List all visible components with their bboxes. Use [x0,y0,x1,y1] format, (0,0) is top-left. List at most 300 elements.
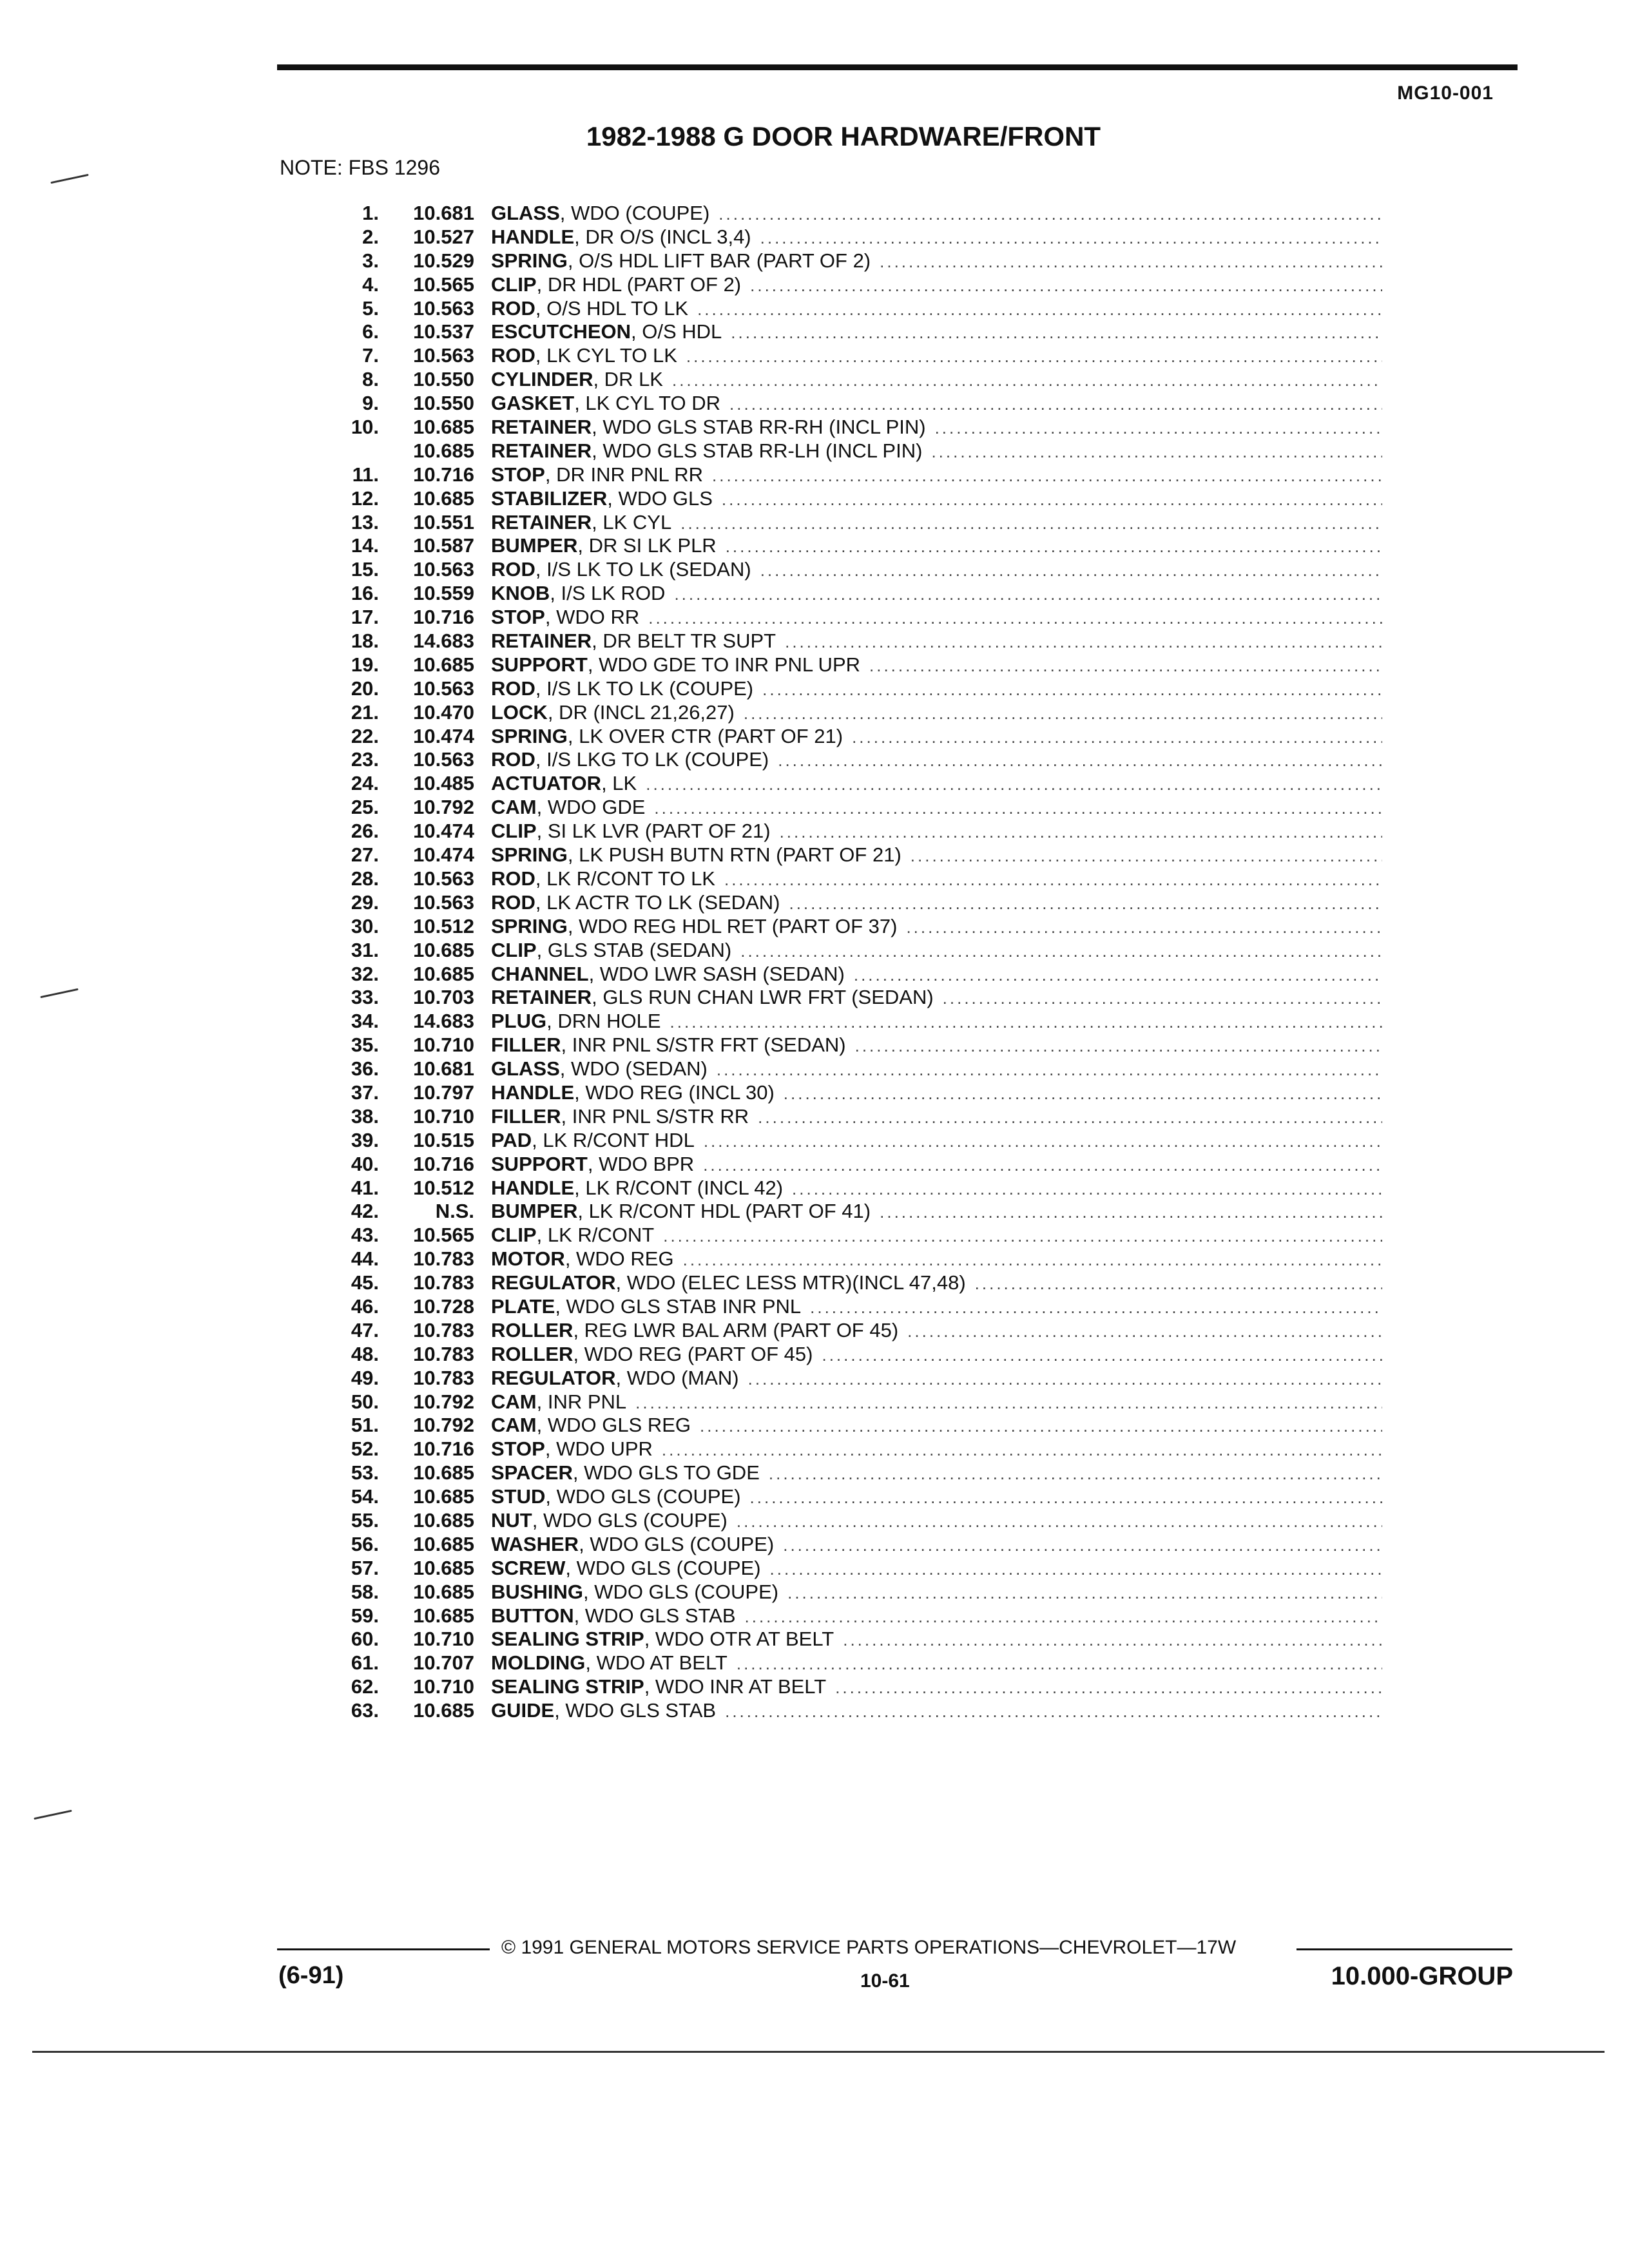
part-detail: , WDO (SEDAN) [559,1057,708,1081]
parts-row [303,1057,1382,1081]
parts-row [303,226,1382,249]
item-number: 55. [351,1508,379,1532]
dot-leader [686,347,1382,367]
part-name: WASHER [491,1532,579,1555]
dot-leader [762,680,1382,700]
item-number: 5. [362,296,379,320]
part-description [474,1105,749,1128]
part-description [474,487,713,510]
group-code: 10.716 [413,1152,474,1175]
item-number: 63. [351,1699,379,1722]
parts-row [303,1081,1382,1105]
dot-leader [680,514,1382,533]
part-name: CYLINDER [491,368,593,391]
part-detail: , WDO BPR [587,1152,695,1175]
part-name: BUMPER [491,1200,578,1223]
part-name: BUSHING [491,1580,583,1603]
parts-row [303,701,1382,725]
item-number: 38. [351,1104,379,1128]
part-description [474,725,843,748]
part-detail: , INR PNL [536,1390,627,1413]
dot-leader [729,394,1382,414]
item-number: 44. [351,1247,379,1271]
margin-mark [34,1810,72,1820]
group-code: 10.681 [413,202,474,224]
part-name: SPRING [491,843,568,867]
part-detail: , LK CYL TO DR [574,392,721,415]
group-code: 10.529 [413,249,474,272]
item-number: 6. [362,320,379,343]
dot-leader [654,798,1382,818]
part-name: ROD [491,867,535,890]
item-number: 47. [351,1318,379,1341]
part-name: SUPPORT [491,653,588,676]
dot-leader [843,1630,1382,1650]
group-code: 10.563 [413,558,474,581]
group-code: 10.792 [413,1414,474,1437]
bottom-rule [32,2051,1605,2053]
part-detail: , WDO GLS TO GDE [572,1461,760,1485]
part-detail: , DR INR PNL RR [545,463,703,486]
part-description [474,1651,728,1675]
part-name: BUMPER [491,534,578,557]
part-name: LOCK [491,700,548,724]
dot-leader [855,1036,1382,1056]
dot-leader [635,1393,1382,1413]
group-code: 10.685 [413,439,474,462]
group-code: 10.681 [413,1057,474,1081]
part-name: ROD [491,344,535,367]
part-description [474,1461,760,1485]
group-code: 10.474 [413,820,474,843]
item-number: 23. [351,748,379,771]
note: NOTE: FBS 1296 [280,156,440,179]
item-number: 49. [351,1366,379,1389]
part-description [474,891,780,914]
dot-leader [835,1678,1382,1698]
part-name: RETAINER [491,629,592,653]
part-description [474,511,671,534]
item-number: 16. [351,582,379,605]
part-description [474,1153,694,1176]
item-number: 32. [351,962,379,985]
part-description [474,582,665,605]
document-code: MG10-001 [1397,82,1494,104]
part-detail: , WDO AT BELT [585,1651,728,1675]
part-description [474,915,897,938]
group-code: 10.485 [413,772,474,795]
part-name: SUPPORT [491,1152,588,1175]
parts-row [303,534,1382,558]
group-code: 10.792 [413,1390,474,1413]
part-name: REGULATOR [491,1366,616,1389]
dot-leader [911,846,1382,866]
group-code: 10.550 [413,368,474,391]
dot-leader [770,1559,1382,1579]
part-description [474,1581,778,1604]
dot-leader [704,1131,1382,1151]
part-detail: , DR O/S (INCL 3,4) [574,225,751,248]
part-name: RETAINER [491,439,592,462]
item-number: 8. [362,368,379,391]
parts-row [303,416,1382,439]
part-detail: , WDO GLS REG [536,1414,691,1437]
part-detail: , I/S LK TO LK (COUPE) [535,677,754,700]
parts-row [303,796,1382,820]
group-code: 10.710 [413,1675,474,1698]
parts-row [303,1581,1382,1604]
part-name: STUD [491,1485,546,1508]
item-number: 61. [351,1651,379,1675]
item-number: 41. [351,1176,379,1199]
parts-row [303,1367,1382,1390]
parts-row [303,392,1382,416]
item-number: 25. [351,796,379,819]
item-number: 59. [351,1604,379,1627]
parts-row [303,1224,1382,1247]
part-description [474,1081,775,1104]
item-number: 1. [362,202,379,224]
part-detail: , WDO GDE [536,796,646,819]
parts-list [303,202,1382,1723]
part-name: KNOB [491,582,550,605]
part-detail: , I/S LKG TO LK (COUPE) [535,748,769,771]
part-detail: , LK R/CONT HDL (PART OF 41) [577,1200,871,1223]
part-name: BUTTON [491,1604,574,1627]
part-name: CAM [491,1414,537,1437]
item-number: 30. [351,914,379,937]
parts-row [303,629,1382,653]
parts-row [303,1675,1382,1699]
dot-leader [783,1535,1382,1555]
dot-leader [792,1179,1382,1199]
part-detail: , WDO GLS (COUPE) [579,1532,775,1555]
item-number: 43. [351,1224,379,1247]
parts-row [303,1414,1382,1437]
parts-row [303,1509,1382,1533]
part-description [474,1224,654,1247]
part-description [474,1390,626,1414]
part-description [474,677,753,700]
part-detail: , DR BELT TR SUPT [592,629,776,653]
item-number: 19. [351,653,379,676]
part-description [474,606,639,629]
part-description [474,463,703,486]
part-name: SEALING STRIP [491,1675,644,1698]
parts-row [303,1153,1382,1177]
part-detail: , I/S LK TO LK (SEDAN) [535,558,751,581]
part-detail: , DR LK [593,368,663,391]
group-code: 10.685 [413,1532,474,1555]
item-number: 33. [351,986,379,1009]
group-code: 10.563 [413,890,474,914]
item-number: 9. [362,392,379,415]
part-name: ROLLER [491,1318,574,1341]
dot-leader [852,727,1382,747]
item-number: 36. [351,1057,379,1081]
part-description [474,1604,736,1628]
part-detail: , WDO REG [564,1247,674,1271]
dot-leader [906,918,1382,937]
part-description [474,1437,653,1461]
parts-row [303,1604,1382,1628]
dot-leader [907,1321,1382,1341]
parts-row [303,677,1382,701]
item-number: 34. [351,1010,379,1033]
dot-leader [697,300,1382,320]
part-detail: , WDO UPR [545,1437,653,1461]
group-code: 10.783 [413,1342,474,1365]
parts-row [303,820,1382,843]
parts-row [303,1651,1382,1675]
dot-leader [784,1084,1382,1104]
part-detail: , LK CYL [592,510,672,533]
part-description [474,1033,846,1057]
part-detail: , WDO (MAN) [615,1366,739,1389]
item-number: 12. [351,486,379,510]
item-number: 27. [351,843,379,867]
part-detail: , GLS RUN CHAN LWR FRT (SEDAN) [592,986,934,1009]
part-name: RETAINER [491,986,592,1009]
item-number: 53. [351,1461,379,1485]
dot-leader [740,941,1382,961]
part-detail: , WDO GLS (COUPE) [545,1485,741,1508]
part-name: CAM [491,796,537,819]
dot-leader [880,252,1382,272]
group-code: 10.474 [413,843,474,867]
part-detail: , LK ACTR TO LK (SEDAN) [535,890,780,914]
part-description [474,1509,728,1532]
group-code: 10.783 [413,1366,474,1389]
dot-leader [718,204,1382,224]
part-name: FILLER [491,1104,561,1128]
copyright: © 1991 GENERAL MOTORS SERVICE PARTS OPERATIONS—CHEVROLET—17W [501,1937,1237,1958]
parts-row [303,1129,1382,1153]
item-number: 39. [351,1128,379,1151]
group-code: 10.563 [413,296,474,320]
part-name: PLUG [491,1010,547,1033]
part-name: ROD [491,296,535,320]
part-detail: , LK R/CONT TO LK [535,867,715,890]
part-description [474,249,871,273]
dot-leader [726,537,1382,557]
part-name: GLASS [491,1057,560,1081]
part-detail: , LK R/CONT (INCL 42) [574,1176,784,1199]
parts-row [303,1343,1382,1367]
part-detail: , O/S HDL LIFT BAR (PART OF 2) [567,249,871,272]
part-description [474,1057,708,1081]
part-name: GUIDE [491,1699,555,1722]
part-detail: , LK OVER CTR (PART OF 21) [567,724,843,747]
part-detail: , LK PUSH BUTN RTN (PART OF 21) [567,843,901,867]
group-code: 10.559 [413,582,474,605]
parts-row [303,1319,1382,1343]
parts-row [303,463,1382,487]
parts-row [303,1271,1382,1295]
part-detail: , REG LWR BAL ARM (PART OF 45) [573,1318,899,1341]
part-detail: , WDO REG HDL RET (PART OF 37) [567,914,898,937]
part-name: MOLDING [491,1651,586,1675]
part-detail: , WDO GLS (COUPE) [532,1508,728,1532]
part-name: SPRING [491,249,568,272]
parts-row [303,202,1382,226]
part-name: STABILIZER [491,486,608,510]
part-description [474,344,677,367]
group-code: 10.474 [413,724,474,747]
dot-leader [717,1060,1382,1080]
part-name: GASKET [491,392,575,415]
part-detail: , O/S HDL TO LK [535,296,689,320]
part-description [474,1247,674,1271]
part-name: ROD [491,890,535,914]
top-rule [277,64,1518,70]
group-label: 10.000-GROUP [1331,1962,1513,1990]
part-description [474,1010,661,1033]
part-detail: , LK R/CONT HDL [532,1128,695,1151]
part-name: PLATE [491,1294,555,1318]
item-number: 24. [351,772,379,795]
group-code: 10.527 [413,225,474,248]
footer-rule-right [1296,1948,1512,1950]
item-number: 3. [362,249,379,272]
part-name: ROD [491,558,535,581]
dot-leader [975,1274,1382,1294]
dot-leader [750,1488,1382,1508]
part-detail: , WDO GLS (COUPE) [565,1556,761,1579]
group-code: 10.515 [413,1128,474,1151]
item-number: 15. [351,558,379,581]
dot-leader [662,1440,1382,1460]
dot-leader [663,1226,1382,1246]
dot-leader [737,1654,1382,1674]
part-description [474,772,637,795]
dot-leader [785,632,1382,652]
part-description [474,653,860,677]
parts-row [303,1533,1382,1557]
part-name: NUT [491,1508,532,1532]
part-name: STOP [491,1437,545,1461]
group-code: 10.716 [413,1437,474,1461]
group-code: 10.728 [413,1294,474,1318]
part-name: HANDLE [491,1176,575,1199]
part-detail: , INR PNL S/STR FRT (SEDAN) [561,1033,846,1057]
part-name: SPRING [491,914,568,937]
dot-leader [722,490,1382,510]
part-detail: , I/S LK ROD [550,582,666,605]
group-code: 10.551 [413,510,474,533]
part-description [474,1367,739,1390]
item-number: 14. [351,534,379,557]
parts-row [303,1461,1382,1485]
group-code: 14.683 [413,1010,474,1033]
part-description [474,1177,783,1200]
item-number: 37. [351,1081,379,1104]
dot-leader [646,774,1382,794]
part-detail: , WDO RR [545,606,640,629]
item-number: 48. [351,1342,379,1365]
page-title: 1982-1988 G DOOR HARDWARE/FRONT [586,121,1101,151]
part-name: CLIP [491,820,537,843]
item-number: 45. [351,1271,379,1294]
item-number: 18. [351,629,379,653]
part-description [474,320,722,343]
part-name: FILLER [491,1033,561,1057]
parts-row [303,511,1382,535]
parts-row [303,582,1382,606]
part-name: CHANNEL [491,962,589,985]
item-number: 51. [351,1414,379,1437]
parts-row [303,1437,1382,1461]
part-detail: , DR SI LK PLR [577,534,717,557]
dot-leader [672,370,1382,390]
group-code: 10.685 [413,938,474,961]
parts-row [303,487,1382,511]
group-code: 10.587 [413,534,474,557]
dot-leader [731,323,1382,343]
part-description [474,1319,898,1342]
part-detail: , WDO (ELEC LESS MTR)(INCL 47,48) [615,1271,966,1294]
part-description [474,820,771,843]
part-description [474,439,922,463]
parts-row [303,843,1382,867]
group-code: 10.783 [413,1247,474,1271]
margin-mark [50,174,88,184]
parts-row [303,439,1382,463]
parts-row [303,249,1382,273]
dot-leader [700,1416,1382,1436]
part-description [474,843,901,867]
page-number: 10-61 [860,1970,910,1992]
dot-leader [674,584,1382,604]
part-detail: , WDO LWR SASH (SEDAN) [588,962,845,985]
parts-row [303,368,1382,392]
dot-leader [648,608,1382,628]
part-name: CAM [491,1390,537,1413]
part-name: PAD [491,1128,532,1151]
dot-leader [931,442,1382,462]
dot-leader [750,276,1382,296]
item-number: 46. [351,1294,379,1318]
part-detail: , DR HDL (PART OF 2) [536,273,742,296]
group-code: 10.797 [413,1081,474,1104]
part-detail: , LK R/CONT [536,1224,655,1247]
part-name: RETAINER [491,416,592,439]
item-number: 21. [351,700,379,724]
dot-leader [880,1202,1382,1222]
part-name: ROD [491,748,535,771]
part-detail: , WDO GLS STAB RR-LH (INCL PIN) [592,439,923,462]
dot-leader [869,656,1382,676]
part-detail: , GLS STAB (SEDAN) [536,938,732,961]
parts-row [303,1105,1382,1129]
group-code: 10.716 [413,606,474,629]
item-number: 29. [351,890,379,914]
part-name: SCREW [491,1556,566,1579]
part-name: SPRING [491,724,568,747]
part-name: ROD [491,677,535,700]
item-number: 20. [351,677,379,700]
parts-row [303,1557,1382,1581]
part-description [474,416,926,439]
part-detail: , WDO GLS (COUPE) [583,1580,779,1603]
part-description [474,963,845,986]
part-detail: , WDO GLS STAB INR PNL [555,1294,802,1318]
parts-row [303,963,1382,986]
group-code: 10.783 [413,1318,474,1341]
item-number: 60. [351,1628,379,1651]
part-detail: , WDO INR AT BELT [644,1675,827,1698]
part-detail: , DR (INCL 21,26,27) [547,700,735,724]
